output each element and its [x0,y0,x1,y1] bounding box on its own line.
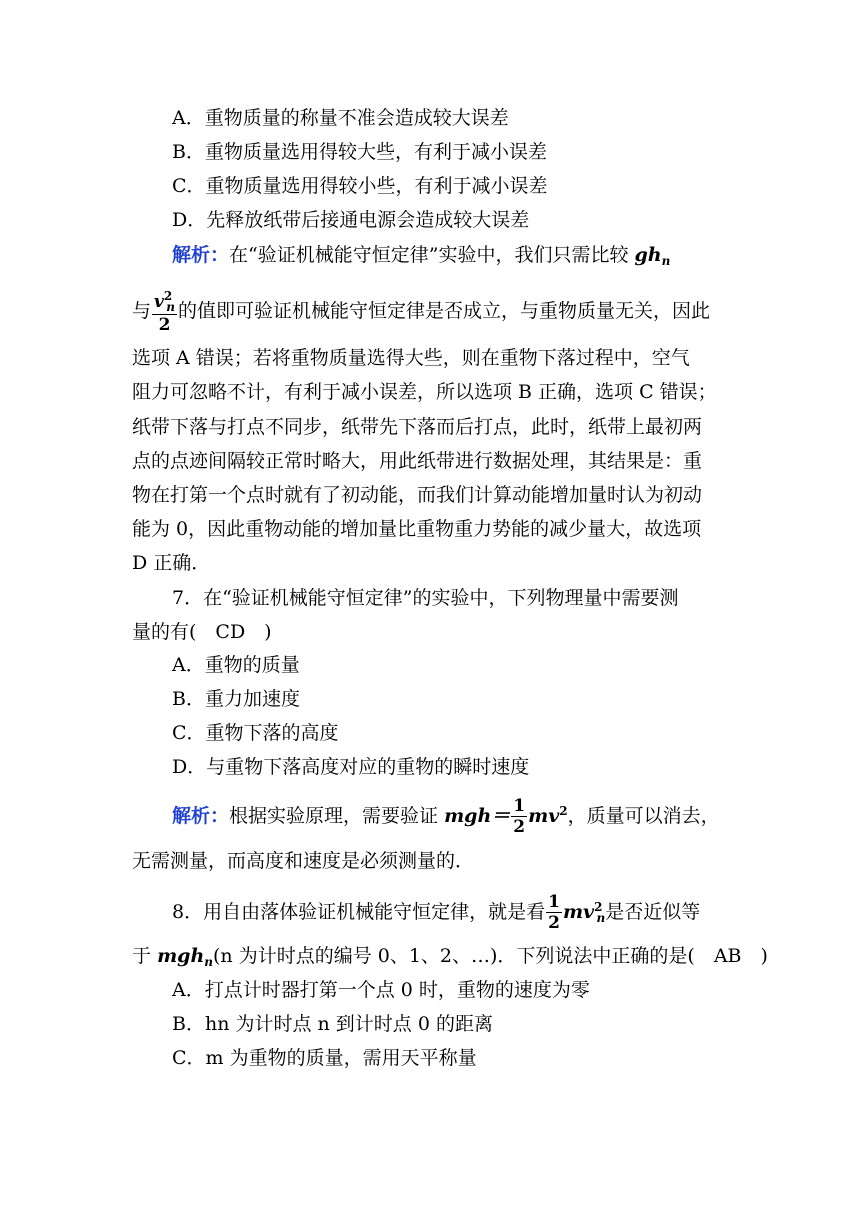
q6-analysis-line-5: 纸带下落与打点不同步，纸带先下落而后打点，此时，纸带上最初两 [132,416,703,438]
q7-option-b: B．重力加速度 [172,688,300,710]
q8-stem-line-1: 8．用自由落体验证机械能守恒定律，就是看 $\frac{1}{2}$ $mv^2_n$是否近似等 [172,892,701,933]
analysis-label: 解析： [172,244,230,266]
q6-option-a: A．重物质量的称量不准会造成较大误差 [172,107,509,129]
q6-option-c: C．重物质量选用得较小些，有利于减小误差 [172,175,548,197]
q6-option-b: B．重物质量选用得较大些，有利于减小误差 [172,141,547,163]
fraction-v2-over-2: $\frac{v^2_n}{2}$ [154,289,175,335]
q6-analysis-line-9: D 正确． [132,552,211,574]
q6-analysis-line-1: 解析：在“验证机械能守恒定律”实验中，我们只需比较 $gh_n$ [172,244,671,268]
q6-analysis-line-7: 物在打第一个点时就有了初动能，而我们计算动能增加量时认为初动 [132,484,703,506]
q6-analysis-line-6: 点的点迹间隔较正常时略大，用此纸带进行数据处理，其结果是：重 [132,450,703,472]
q7-option-c: C．重物下落的高度 [172,722,339,744]
q6-analysis-line-8: 能为 0，因此重物动能的增加量比重物重力势能的减少量大，故选项 [132,518,702,540]
q8-option-a: A．打点计时器打第一个点 0 时，重物的速度为零 [172,979,590,1001]
q7-stem-line-2: 量的有( CD ) [132,621,272,643]
analysis-label: 解析： [172,805,230,827]
q7-option-a: A．重物的质量 [172,654,300,676]
q8-option-c: C．m 为重物的质量，需用天平称量 [172,1047,477,1069]
q7-stem-line-1: 7．在“验证机械能守恒定律”的实验中，下列物理量中需要测 [172,587,679,609]
q8-stem-line-2: 于 mgh$_n$(n 为计时点的编号 0、1、2、…)．下列说法中正确的是( AB ) [132,945,768,969]
q6-analysis-line-3: 选项 A 错误；若将重物质量选得大些，则在重物下落过程中，空气 [132,347,690,369]
q8-option-b: B．hn 为计时点 n 到计时点 0 的距离 [172,1013,493,1035]
fraction-one-half: $\frac{1}{2}$ [548,892,560,933]
q7-option-d: D．与重物下落高度对应的重物的瞬时速度 [172,756,530,778]
q7-analysis-line-2: 无需测量，而高度和速度是必须测量的． [132,850,475,872]
q6-analysis-line-4: 阻力可忽略不计，有利于减小误差，所以选项 B 正确，选项 C 错误； [132,381,717,403]
q7-analysis-line-1: 解析：根据实验原理，需要验证 mgh＝ $\frac{1}{2}$ $mv^2$，质量可以消去， [172,796,720,837]
q6-analysis-line-2: 与 $\frac{v^2_n}{2}$ 的值即可验证机械能守恒定律是否成立，与重物质量无关，因此 [132,289,711,335]
fraction-one-half: $\frac{1}{2}$ [513,796,526,837]
q6-option-d: D．先释放纸带后接通电源会造成较大误差 [172,209,530,231]
